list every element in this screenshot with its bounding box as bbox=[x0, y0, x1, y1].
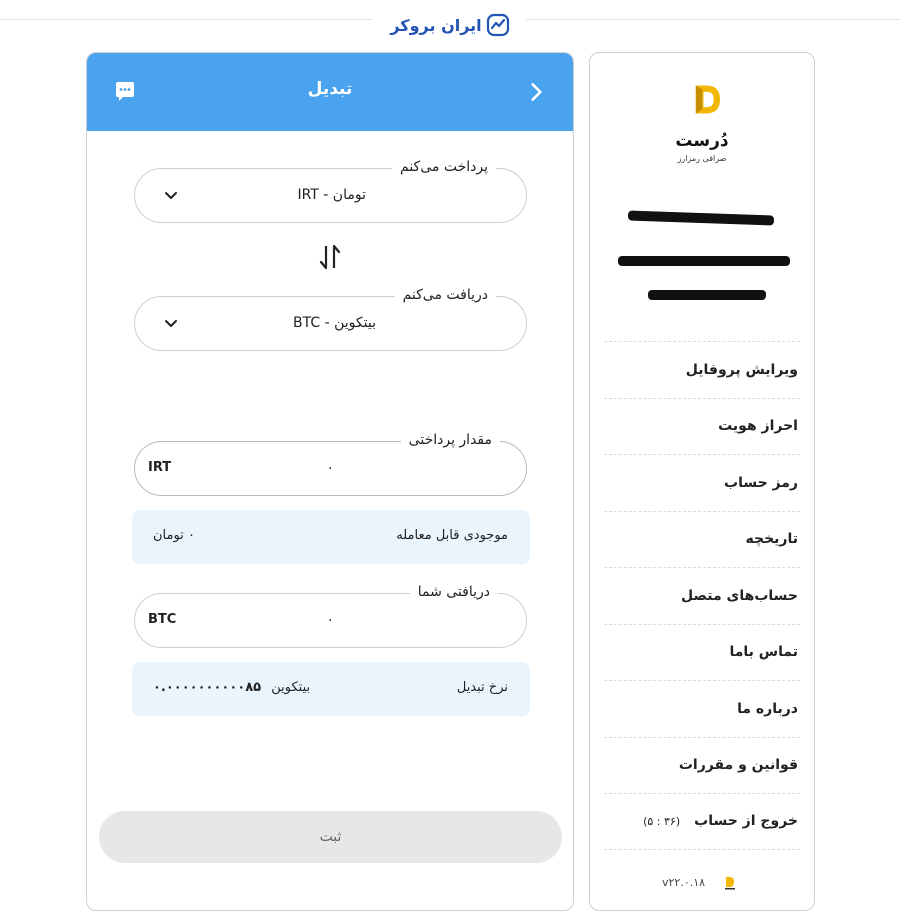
menu-item-terms[interactable] bbox=[604, 737, 800, 794]
redacted-phone bbox=[648, 290, 766, 300]
received-amount-input[interactable] bbox=[134, 584, 527, 648]
menu-label: ویرایش پروفایل bbox=[685, 361, 798, 378]
exchange-panel bbox=[86, 52, 574, 911]
amount-value: ۰ bbox=[326, 460, 334, 476]
pay-label: پرداخت می‌کنم bbox=[392, 159, 496, 175]
menu-label: قوانین و مقررات bbox=[678, 757, 798, 774]
amount-currency: IRT bbox=[148, 460, 172, 475]
menu-label: خروج از حساب bbox=[694, 813, 798, 830]
chevron-right-icon[interactable] bbox=[523, 79, 549, 105]
brand-name: ایران بروکر bbox=[390, 15, 482, 35]
menu-item-contact[interactable] bbox=[604, 624, 800, 681]
rate-number: ۰.۰۰۰۰۰۰۰۰۰۰۸۵ bbox=[153, 680, 262, 695]
redacted-email bbox=[618, 256, 790, 266]
top-divider-right bbox=[526, 19, 900, 20]
amount-input[interactable] bbox=[134, 432, 527, 496]
swap-arrows-icon[interactable] bbox=[319, 243, 341, 271]
menu-item-password[interactable] bbox=[604, 454, 800, 511]
brand-watermark bbox=[388, 9, 512, 41]
sidebar-menu bbox=[604, 341, 800, 850]
balance-label: موجودی قابل معامله bbox=[396, 528, 508, 543]
receive-currency-select[interactable] bbox=[134, 287, 527, 351]
menu-item-linked-accounts[interactable] bbox=[604, 567, 800, 624]
rate-label: نرخ تبدیل bbox=[456, 680, 508, 695]
menu-label: احراز هویت bbox=[718, 418, 798, 435]
menu-label: حساب‌های متصل bbox=[680, 587, 798, 604]
menu-label: تماس باما bbox=[729, 644, 798, 661]
rate-value bbox=[153, 680, 310, 695]
pay-value: تومان - IRT bbox=[297, 187, 366, 203]
panel-header bbox=[87, 53, 573, 131]
receive-label: دریافت می‌کنم bbox=[395, 287, 496, 303]
menu-item-edit-profile[interactable] bbox=[604, 341, 800, 398]
received-value: ۰ bbox=[326, 612, 334, 628]
logo-name: دُرست bbox=[675, 131, 729, 151]
dorost-mini-logo-icon bbox=[724, 876, 736, 890]
redacted-name bbox=[628, 210, 774, 225]
menu-item-logout[interactable] bbox=[604, 793, 800, 850]
menu-item-history[interactable] bbox=[604, 511, 800, 568]
received-label: دریافتی شما bbox=[410, 584, 498, 600]
sidebar bbox=[589, 52, 815, 911]
balance-box bbox=[132, 510, 530, 564]
menu-item-about[interactable] bbox=[604, 680, 800, 737]
pay-currency-select[interactable] bbox=[134, 159, 527, 223]
app-version: v۲۲.۰.۱۸ bbox=[662, 876, 706, 889]
menu-label: درباره ما bbox=[737, 700, 798, 717]
amount-label: مقدار پرداختی bbox=[401, 432, 500, 448]
submit-button[interactable]: ثبت bbox=[99, 811, 562, 863]
menu-label: رمز حساب bbox=[724, 474, 798, 491]
balance-value: ۰ تومان bbox=[153, 528, 195, 543]
rate-box bbox=[132, 662, 530, 716]
page-title: تبدیل bbox=[307, 79, 353, 99]
chevron-down-icon bbox=[163, 315, 179, 331]
logo-subtitle: صرافی رمزارز bbox=[677, 154, 727, 163]
menu-label: تاریخچه bbox=[745, 531, 798, 548]
top-divider-left bbox=[0, 19, 372, 20]
receive-value: بیتکوین - BTC bbox=[293, 315, 376, 331]
chevron-down-icon bbox=[163, 187, 179, 203]
rate-unit: بیتکوین bbox=[271, 680, 311, 695]
menu-item-verification[interactable] bbox=[604, 398, 800, 455]
trend-chart-icon bbox=[486, 13, 510, 37]
received-currency: BTC bbox=[148, 612, 177, 627]
session-timer: (۳۶ : ۵) bbox=[643, 814, 681, 828]
